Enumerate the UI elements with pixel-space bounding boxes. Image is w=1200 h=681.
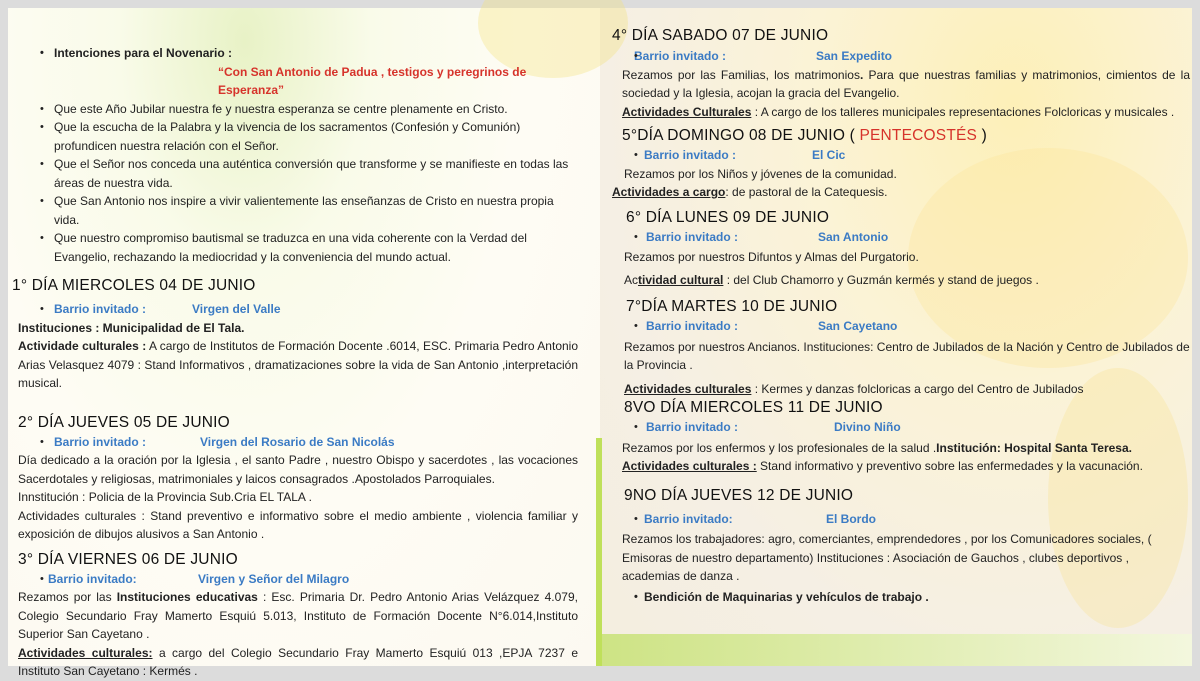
title-span: ) (977, 127, 987, 144)
text-span: : Esc. Primaria Dr. Pedro Antonio Arias Velázquez 4.079, Colegio Secundario Fray Mamerto Esquiú 5.013, Instituto de Formación Docente N°6.014,Instituto Superior San Cayetano . (18, 590, 578, 641)
day7-barrio (612, 317, 1190, 336)
day5-barrio (612, 146, 1190, 165)
activity-text: : Kermes y danzas folcloricas a cargo del Centro de Jubilados (751, 381, 1084, 396)
day7-actividades (612, 380, 1190, 399)
day4-actividades (612, 103, 1190, 122)
day3-text (18, 588, 578, 644)
text-span: Para que nuestras familias y matrimonios, cimientos de la sociedad y la Iglesia, acojan la gracia del Evangelio. (622, 67, 1191, 100)
intention-item: • Que este Año Jubilar nuestra fe y nuestra esperanza se centre plenamente en Cristo. (18, 100, 578, 119)
day1-title: 1° DÍA MIERCOLES 04 DE JUNIO (12, 277, 256, 294)
day4-barrio (612, 47, 1190, 66)
barrio-value: San Cayetano (818, 319, 898, 333)
day3-title: 3° DÍA VIERNES 06 DE JUNIO (18, 550, 238, 568)
day1-barrio (18, 300, 578, 319)
barrio-label: Barrio invitado : (646, 319, 739, 333)
text-span: Ac (624, 272, 639, 287)
barrio-label: Barrio invitado: (644, 511, 733, 526)
barrio-label: Barrio invitado : (646, 420, 739, 434)
barrio-value: Virgen del Valle (192, 302, 281, 316)
day8-barrio (612, 418, 1190, 437)
day5-text: Rezamos por los Niños y jóvenes de la comunidad. (624, 166, 897, 181)
day8-actividades (612, 457, 1190, 476)
activity-label: Actividades culturales: (18, 645, 153, 660)
day2-text: Día dedicado a la oración por la Iglesia , el santo Padre , nuestro Obispo y sacerdotes , las vocaciones Sacerdotales y religiosas, matrimoniales y laicos consagrados .Apostolados Parroquiales. (18, 453, 578, 486)
barrio-label: Barrio invitado: (48, 571, 137, 586)
day9-title: 9NO DÍA JUEVES 12 DE JUNIO (624, 486, 854, 504)
day1-instituciones: Instituciones : Municipalidad de El Tala. (18, 320, 245, 335)
left-column (12, 44, 579, 681)
pentecostes-label: PENTECOSTÉS (859, 127, 978, 144)
day2-title: 2° DÍA JUEVES 05 DE JUNIO (18, 413, 230, 431)
intention-item: • Que la escucha de la Palabra y la vivencia de los sacramentos (Confesión y Comunión) profundicen nuestra relación con el Señor. (18, 118, 578, 155)
day6-text: Rezamos por nuestros Difuntos y Almas del Purgatorio. (624, 250, 919, 264)
day1-actividades (18, 337, 578, 393)
green-divider-strip (596, 438, 602, 666)
day6-barrio (612, 228, 1190, 247)
day7-text: Rezamos por nuestros Ancianos. Instituciones: Centro de Jubilados de la Nación y Centro de Jubilados de la Provincia . (624, 339, 1190, 372)
day5-actividades (612, 183, 1190, 202)
activity-text: : de pastoral de la Catequesis. (725, 185, 888, 199)
activity-text: : del Club Chamorro y Guzmán kermés y stand de juegos . (723, 272, 1039, 287)
day3-actividades (18, 644, 578, 681)
activity-text: A cargo de Institutos de Formación Docente .6014, ESC. Primaria Pedro Antonio Arias Velasquez 4079 : Stand Informativos , dramatizaciones sobre la vida de San Antonio ,interpretación musical. (18, 339, 579, 390)
text-span: Rezamos por los enfermos y los profesionales de la salud . (622, 440, 937, 455)
day6-actividades (612, 271, 1190, 290)
barrio-value: San Antonio (818, 229, 889, 244)
text-bold-span: Institución: Hospital Santa Teresa. (936, 440, 1132, 455)
activity-text: : A cargo de los talleres municipales representaciones Folcloricas y musicales . (751, 104, 1175, 119)
barrio-label: Barrio invitado : (54, 302, 147, 316)
barrio-label: Barrio invitado : (646, 229, 739, 244)
day7-title: 7°DÍA MARTES 10 DE JUNIO (626, 298, 838, 315)
text-bold-span: Instituciones educativas (116, 590, 258, 604)
right-column (612, 26, 1190, 606)
day8-title: 8VO DÍA MIERCOLES 11 DE JUNIO (624, 399, 883, 416)
day2-institucion: Innstitución : Policia de la Provincia Sub.Cria EL TALA . (18, 490, 312, 504)
intention-item: • Que nuestro compromiso bautismal se traduzca en una vida coherente con la Verdad del Evangelio, rechazando la mediocridad y la conveniencia del mundo actual. (18, 229, 578, 266)
barrio-value: Virgen y Señor del Milagro (198, 571, 350, 586)
barrio-label: Barrio invitado : (634, 49, 727, 63)
intentions-heading: • Intenciones para el Novenario : (18, 44, 578, 63)
activity-label: Actividades a cargo (612, 185, 726, 199)
day2-barrio (18, 433, 578, 452)
day8-text (612, 439, 1190, 458)
barrio-value: San Expedito (816, 49, 893, 63)
barrio-value: Virgen del Rosario de San Nicolás (200, 434, 395, 449)
intention-item: • Que San Antonio nos inspire a vivir valientemente las enseñanzas de Cristo en nuestra propia vida. (18, 192, 578, 229)
activity-label: Actividades culturales (624, 381, 752, 396)
barrio-value: El Cic (812, 148, 846, 162)
activity-label: Actividade culturales : (18, 339, 147, 353)
activity-label: Actividades Culturales (622, 104, 752, 119)
day9-text: Rezamos los trabajadores: agro, comerciantes, emprendedores , por los Comunicadores sociales, ( Emisoras de nuestro departamento) Instituciones : Asociación de Gauchos , clubes deportivos , academias de danza . (622, 532, 1152, 583)
intentions-quote: “Con San Antonio de Padua , testigos y peregrinos de Esperanza” (218, 64, 527, 97)
day4-title: 4° DÍA SABADO 07 DE JUNIO (612, 27, 829, 44)
bottom-green-band (600, 634, 1192, 666)
barrio-value: El Bordo (826, 511, 876, 526)
intention-item: • Que el Señor nos conceda una auténtica conversión que transforme y se manifieste en todas las áreas de nuestra vida. (18, 155, 578, 192)
day9-bendicion: • Bendición de Maquinarias y vehículos de trabajo . (612, 588, 1190, 607)
activity-text: a cargo del Colegio Secundario Fray Mamerto Esquiú 013 ,EPJA 7237 e Instituto San Cayetano : Kermés . (18, 645, 578, 678)
activity-label: tividad cultural (638, 272, 724, 287)
day4-text (612, 66, 1190, 103)
day5-title (612, 126, 1190, 146)
text-span: Rezamos por las Familias, los matrimonios (622, 67, 860, 82)
day9-barrio (612, 510, 1190, 529)
document-frame (8, 8, 1192, 678)
day6-title: 6° DÍA LUNES 09 DE JUNIO (626, 208, 830, 226)
text-span: Rezamos por las (18, 590, 117, 604)
title-span: 5°DÍA DOMINGO 08 DE JUNIO ( (622, 127, 860, 144)
text-bold-span: . (859, 67, 864, 82)
day3-barrio (18, 570, 578, 589)
day2-actividades: Actividades culturales : Stand preventivo e informativo sobre el medio ambiente , violencia familiar y exposición de dibujos alusivos a San Antonio . (18, 508, 578, 541)
barrio-label: Barrio invitado : (644, 148, 737, 162)
activity-text: Stand informativo y preventivo sobre las enfermedades y la vacunación. (756, 459, 1143, 473)
barrio-value: Divino Niño (834, 420, 901, 434)
activity-label: Actividades culturales : (622, 459, 757, 473)
barrio-label: Barrio invitado : (54, 434, 147, 449)
